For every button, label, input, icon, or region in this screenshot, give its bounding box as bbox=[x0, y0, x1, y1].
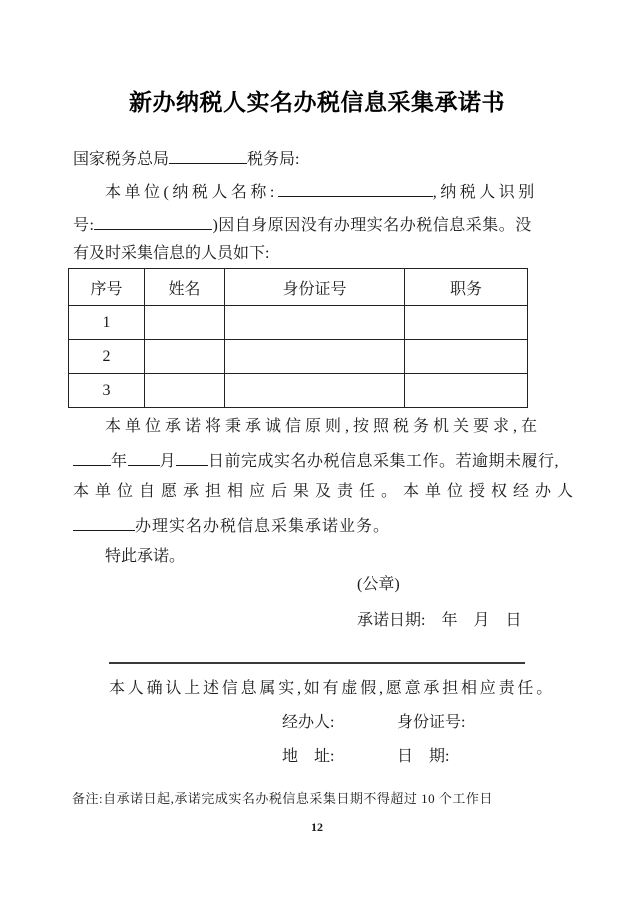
intro-line2-post: )因自身原因没有办理实名办税信息采集。没 bbox=[212, 217, 532, 234]
persons-table bbox=[68, 268, 528, 408]
intro-line1-post: ,纳税人识别 bbox=[432, 184, 538, 201]
confirmation-statement: 本人确认上述信息属实,如有虚假,愿意承担相应责任。 bbox=[109, 680, 556, 697]
blank-underline bbox=[73, 513, 135, 531]
cell-name bbox=[145, 340, 225, 374]
commitment-date-line: 承诺日期: 年 月 日 bbox=[357, 612, 522, 629]
cell-position bbox=[405, 306, 528, 340]
cell-serial: 3 bbox=[69, 374, 145, 408]
intro-line-2 bbox=[73, 212, 532, 237]
month-label: 月 bbox=[159, 453, 177, 470]
commitment-line2-rest: 日前完成实名办税信息采集工作。若逾期未履行, bbox=[208, 453, 560, 470]
intro-line1-pre: 本单位(纳税人名称: bbox=[105, 184, 278, 201]
header-position: 职务 bbox=[405, 269, 528, 306]
salutation-line bbox=[73, 146, 299, 171]
blank-underline bbox=[278, 179, 433, 197]
blank-underline bbox=[73, 448, 111, 466]
closing-statement: 特此承诺。 bbox=[105, 548, 186, 565]
salutation-suffix: 税务局: bbox=[247, 151, 300, 168]
seal-label: (公章) bbox=[357, 576, 400, 593]
intro-line2-pre: 号: bbox=[73, 217, 95, 234]
blank-underline bbox=[169, 146, 247, 164]
document-title: 新办纳税人实名办税信息采集承诺书 bbox=[129, 90, 505, 116]
header-id-number: 身份证号 bbox=[225, 269, 405, 306]
cell-id-number bbox=[225, 340, 405, 374]
cell-position bbox=[405, 374, 528, 408]
header-name: 姓名 bbox=[145, 269, 225, 306]
date-label: 日 期: bbox=[397, 748, 450, 765]
year-label: 年 bbox=[111, 453, 128, 470]
blank-underline bbox=[128, 448, 160, 466]
table-row bbox=[69, 374, 528, 408]
cell-id-number bbox=[225, 306, 405, 340]
cell-name bbox=[145, 374, 225, 408]
signature-divider-line bbox=[109, 662, 525, 664]
footnote: 备注:自承诺日起,承诺完成实名办税信息采集日期不得超过 10 个工作日 bbox=[72, 791, 493, 806]
blank-underline bbox=[94, 212, 212, 230]
commitment-line-3: 本单位自愿承担相应后果及责任。本单位授权经办人 bbox=[73, 483, 580, 500]
id-number-label: 身份证号: bbox=[397, 714, 466, 731]
commitment-line4-text: 办理实名办税信息采集承诺业务。 bbox=[135, 518, 391, 535]
page-number: 12 bbox=[311, 820, 323, 834]
cell-position bbox=[405, 340, 528, 374]
commitment-line-4 bbox=[73, 513, 390, 538]
address-label: 地 址: bbox=[282, 748, 335, 765]
table-row bbox=[69, 340, 528, 374]
salutation-prefix: 国家税务总局 bbox=[73, 151, 170, 168]
cell-serial: 2 bbox=[69, 340, 145, 374]
header-serial: 序号 bbox=[69, 269, 145, 306]
intro-line-3: 有及时采集信息的人员如下: bbox=[73, 245, 270, 262]
intro-line-1 bbox=[105, 179, 538, 204]
commitment-line-1: 本单位承诺将秉承诚信原则,按照税务机关要求,在 bbox=[105, 418, 542, 435]
table-row bbox=[69, 306, 528, 340]
cell-id-number bbox=[225, 374, 405, 408]
cell-serial: 1 bbox=[69, 306, 145, 340]
commitment-line-2 bbox=[73, 448, 559, 473]
blank-underline bbox=[176, 448, 208, 466]
agent-label: 经办人: bbox=[282, 714, 335, 731]
cell-name bbox=[145, 306, 225, 340]
table-header-row bbox=[69, 269, 528, 306]
